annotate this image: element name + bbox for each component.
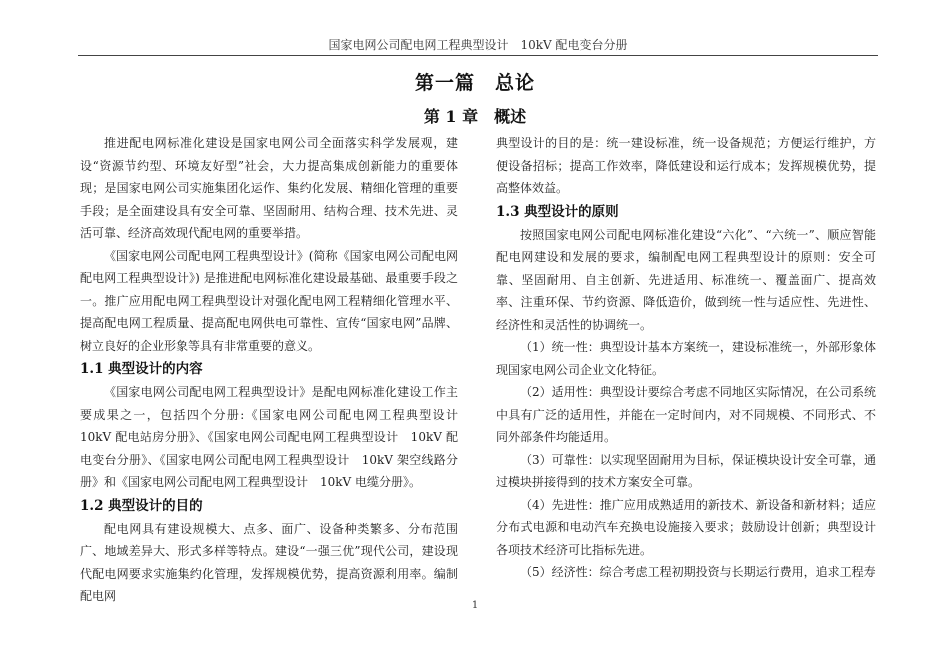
part-title: 第一篇 总论 [414,72,535,94]
header-divider [78,55,878,56]
list-item: （5）经济性：综合考虑工程初期投资与长期运行费用，追求工程寿 [520,565,876,579]
section-heading-1-3: 1.3 典型设计的原则 [496,203,619,220]
list-item: （2）适用性：典型设计要综合考虑不同地区实际情况，在公司系统中具有广泛的适用性，并能在一定时间内，对不同规模、不同形式、不同外部条件均能适用。 [496,385,876,444]
list-item: （4）先进性：推广应用成熟适用的新技术、新设备和新材料；适应分布式电源和电动汽车充换电设施接入要求；鼓励设计创新；典型设计各项技术经济可比指标先进。 [496,497,876,557]
paragraph: 典型设计的目的是：统一建设标准，统一设备规范；方便运行维护，方便设备招标；提高工作效率，降低建设和运行成本；发挥规模优势，提高整体效益。 [496,136,876,195]
left-column [80,132,471,608]
section-heading-1-2: 1.2 典型设计的目的 [80,497,203,514]
paragraph: 《国家电网公司配电网工程典型设计》(简称《国家电网公司配电网配电网工程典型设计》) 是推进配电网标准化建设最基础、最重要手段之一。推广应用配电网工程典型设计对强化配电网工程精细化管理水平、提高配电网工程质量、提高配电网供电可靠性、宣传“国家电网”品牌、树立良好的企业形象等具有非常重要的意义。 [80,248,458,353]
chapter-title: 第 1 章 概述 [423,107,527,126]
page-number: 1 [471,600,479,611]
list-item: （1）统一性：典型设计基本方案统一，建设标准统一，外部形象体现国家电网公司企业文化特征。 [496,340,876,377]
running-header: 国家电网公司配电网工程典型设计 10kV 配电变台分册 [328,38,628,52]
list-item: （3）可靠性：以实现坚固耐用为目标，保证模块设计安全可靠，通过模块拼接得到的技术方案安全可靠。 [496,452,876,489]
right-column [496,132,876,584]
paragraph: 配电网具有建设规模大、点多、面广、设备种类繁多、分布范围广、地域差异大、形式多样等特点。建设“一强三优”现代公司，建设现代配电网要求实施集约化管理，发挥规模优势，提高资源利用率。编制配电网 [80,521,458,603]
paragraph: 推进配电网标准化建设是国家电网公司全面落实科学发展观，建设“资源节约型、环境友好型”社会，大力提高集成创新能力的重要体现；是国家电网公司实施集团化运作、集约化发展、精细化管理的重要手段；是全面建设具有安全可靠、坚固耐用、结构合理、技术先进、灵活可靠、经济高效现代配电网的重要举措。 [80,136,458,240]
paragraph: 《国家电网公司配电网工程典型设计》是配电网标准化建设工作主要成果之一，包括四个分册:《国家电网公司配电网工程典型设计 10kV 配电站房分册》、《国家电网公司配电网工程典型设计 10kV 配电变台分册》、《国家电网公司配电网工程典型设计 10kV 架空线路分册》和《国家电网公司配电网工程典型设计 10kV 电缆分册》。 [80,385,471,489]
section-heading-1-1: 1.1 典型设计的内容 [80,361,203,377]
paragraph: 按照国家电网公司配电网标准化建设“六化”、“六统一”、顺应智能配电网建设和发展的要求，编制配电网工程典型设计的原则：安全可靠、坚固耐用、自主创新、先进适用、标准统一、覆盖面广、提高效率、注重环保、节约资源、降低造价，做到统一性与适应性、先进性、经济性和灵活性的协调统一。 [496,227,876,332]
